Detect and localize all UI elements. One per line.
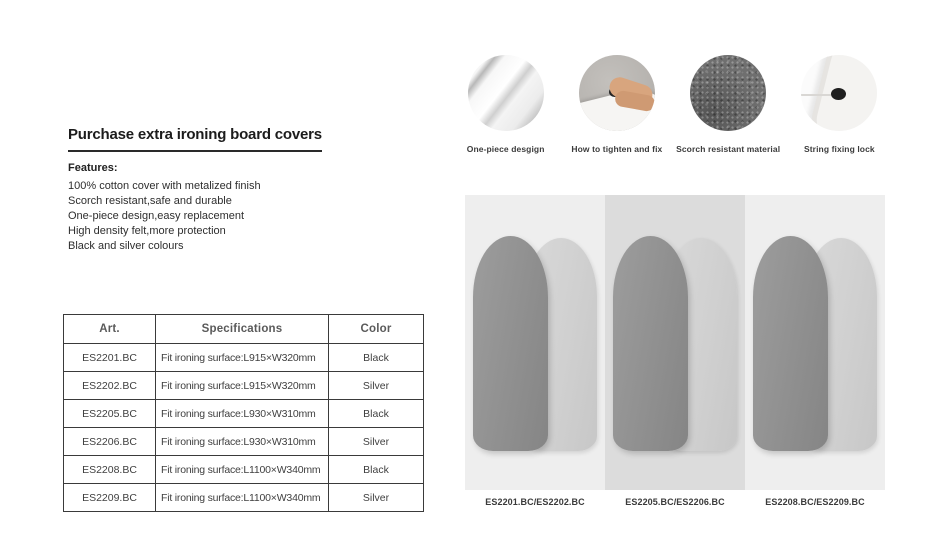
thumb-caption: How to tighten and fix: [571, 144, 663, 154]
table-header-row: [64, 315, 424, 344]
column-header-specifications: Specifications: [156, 315, 329, 344]
fabric-fold-icon: [468, 55, 544, 131]
art-cell: ES2209.BC: [64, 484, 156, 512]
spec-cell: Fit ironing surface:L915×W320mm: [156, 372, 329, 400]
color-cell: Silver: [329, 484, 424, 512]
page-title: Purchase extra ironing board covers: [68, 126, 322, 152]
thumb-caption: One-piece desgign: [466, 144, 545, 154]
art-cell: ES2202.BC: [64, 372, 156, 400]
feature-item: 100% cotton cover with metalized finish: [68, 180, 261, 192]
black-cover-image: [753, 236, 828, 451]
black-cover-image: [473, 236, 548, 451]
product-panel-es2208-es2209: [745, 195, 885, 490]
speckle-material-icon: [690, 55, 766, 131]
art-cell: ES2201.BC: [64, 344, 156, 372]
feature-thumbs-row: [450, 55, 895, 154]
feature-item: Scorch resistant,safe and durable: [68, 195, 232, 207]
table-row: [64, 344, 424, 372]
product-panels-row: [465, 195, 885, 490]
art-cell: ES2208.BC: [64, 456, 156, 484]
hand-tighten-icon: [579, 55, 655, 131]
art-cell: ES2205.BC: [64, 400, 156, 428]
thumb-tighten-and-fix: [561, 55, 672, 154]
column-header-color: Color: [329, 315, 424, 344]
spec-cell: Fit ironing surface:L930×W310mm: [156, 428, 329, 456]
features-list: [68, 179, 388, 254]
spec-cell: Fit ironing surface:L1100×W340mm: [156, 456, 329, 484]
string-lock-icon: [801, 55, 877, 131]
thumb-one-piece-design: [450, 55, 561, 154]
color-cell: Silver: [329, 372, 424, 400]
feature-item: Black and silver colours: [68, 240, 184, 252]
color-cell: Black: [329, 400, 424, 428]
panel-label: ES2205.BC/ES2206.BC: [625, 497, 725, 507]
features-section: [68, 162, 388, 254]
title-block: [68, 126, 322, 152]
product-panel-es2205-es2206: [605, 195, 745, 490]
art-cell: ES2206.BC: [64, 428, 156, 456]
thumb-caption: String fixing lock: [803, 144, 875, 154]
panel-label: ES2201.BC/ES2202.BC: [485, 497, 585, 507]
black-cover-image: [613, 236, 688, 451]
product-panel-es2201-es2202: [465, 195, 605, 490]
panel-label: ES2208.BC/ES2209.BC: [765, 497, 865, 507]
feature-item: One-piece design,easy replacement: [68, 210, 245, 222]
feature-item: High density felt,more protection: [68, 225, 226, 237]
table-row: [64, 372, 424, 400]
panel-labels-row: [465, 497, 885, 507]
table-row: [64, 484, 424, 512]
features-heading: Features:: [68, 162, 118, 174]
thumb-scorch-resistant: [673, 55, 784, 154]
thumb-caption: Scorch resistant material: [676, 144, 781, 154]
color-cell: Black: [329, 456, 424, 484]
spec-cell: Fit ironing surface:L930×W310mm: [156, 400, 329, 428]
thumb-string-fixing-lock: [784, 55, 895, 154]
color-cell: Silver: [329, 428, 424, 456]
table-row: [64, 456, 424, 484]
table-row: [64, 428, 424, 456]
spec-table: [63, 314, 424, 512]
column-header-art: Art.: [64, 315, 156, 344]
spec-cell: Fit ironing surface:L915×W320mm: [156, 344, 329, 372]
spec-cell: Fit ironing surface:L1100×W340mm: [156, 484, 329, 512]
color-cell: Black: [329, 344, 424, 372]
table-row: [64, 400, 424, 428]
